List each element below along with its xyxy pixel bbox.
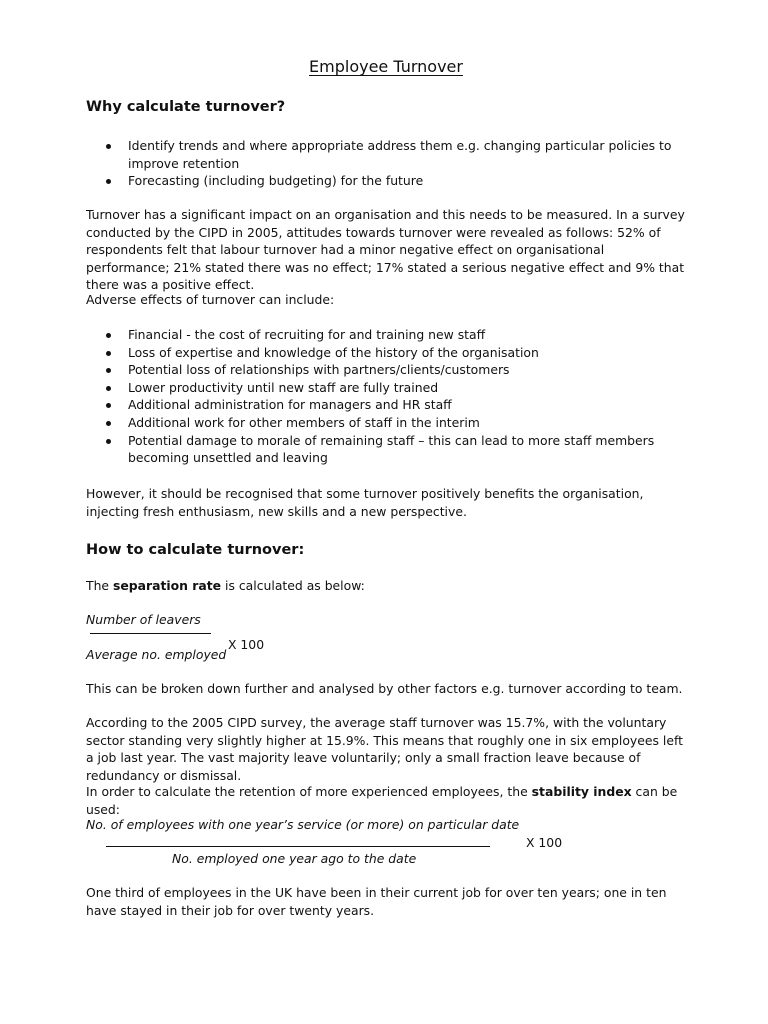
list-item: Additional administration for managers and HR staff <box>86 396 686 414</box>
stability-fraction-line <box>106 846 490 847</box>
list-item: Identify trends and where appropriate address them e.g. changing particular policies to improve retention <box>86 137 686 172</box>
separation-fraction-line <box>90 633 211 634</box>
stability-intro <box>86 783 686 818</box>
adverse-intro: Adverse effects of turnover can include: <box>86 292 335 307</box>
separation-intro <box>86 577 686 595</box>
however-paragraph: However, it should be recognised that some turnover positively benefits the organisation, injecting fresh enthusiasm, new skills and a new perspective. <box>86 486 644 519</box>
stability-numerator: No. of employees with one year’s service (or more) on particular date <box>86 817 520 832</box>
list-item: Potential damage to morale of remaining staff – this can lead to more staff members becoming unsettled and leaving <box>86 432 686 467</box>
list-item: Lower productivity until new staff are fully trained <box>86 379 686 397</box>
separation-numerator: Number of leavers <box>86 612 201 627</box>
stability-multiplier: X 100 <box>526 835 563 850</box>
survey-paragraph: Turnover has a significant impact on an organisation and this needs to be measured. In a survey conducted by the CIPD in 2005, attitudes towards turnover were revealed as follows: 52% of respondents felt that labour turnover had a minor negative effect on organisational performance; 21% stated there was no effect; 17% stated a serious negative effect and 9% that there was a positive effect. <box>86 207 685 293</box>
list-item: Potential loss of relationships with partners/clients/customers <box>86 361 686 379</box>
separation-term: separation rate <box>112 578 222 593</box>
stability-term: stability index <box>531 784 632 799</box>
why-bullet-list <box>86 137 686 190</box>
why-heading: Why calculate turnover? <box>86 99 286 115</box>
stability-denominator: No. employed one year ago to the date <box>172 851 417 866</box>
separation-denominator: Average no. employed <box>86 647 227 662</box>
stability-suffix: can be used: <box>86 784 678 817</box>
stability-prefix: In order to calculate the retention of more experienced employees, the <box>86 784 532 799</box>
breakdown-paragraph: This can be broken down further and analysed by other factors e.g. turnover according to team. <box>86 681 683 696</box>
separation-suffix: is calculated as below: <box>221 578 365 593</box>
separation-multiplier: X 100 <box>228 637 265 652</box>
list-item: Forecasting (including budgeting) for the future <box>86 172 686 190</box>
third-paragraph: One third of employees in the UK have been in their current job for over ten years; one in ten have stayed in their job for over twenty years. <box>86 885 667 918</box>
survey-2005-paragraph: According to the 2005 CIPD survey, the average staff turnover was 15.7%, with the voluntary sector standing very slightly higher at 15.9%. This means that roughly one in six employees left a job last year. The vast majority leave voluntarily; only a small fraction leave because of redundancy or dismissal. <box>86 715 683 783</box>
document-title: Employee Turnover <box>309 57 463 76</box>
list-item: Financial - the cost of recruiting for and training new staff <box>86 326 686 344</box>
list-item: Loss of expertise and knowledge of the history of the organisation <box>86 344 686 362</box>
adverse-bullet-list <box>86 326 686 467</box>
how-heading: How to calculate turnover: <box>86 542 305 558</box>
separation-prefix: The <box>86 578 113 593</box>
list-item: Additional work for other members of staff in the interim <box>86 414 686 432</box>
